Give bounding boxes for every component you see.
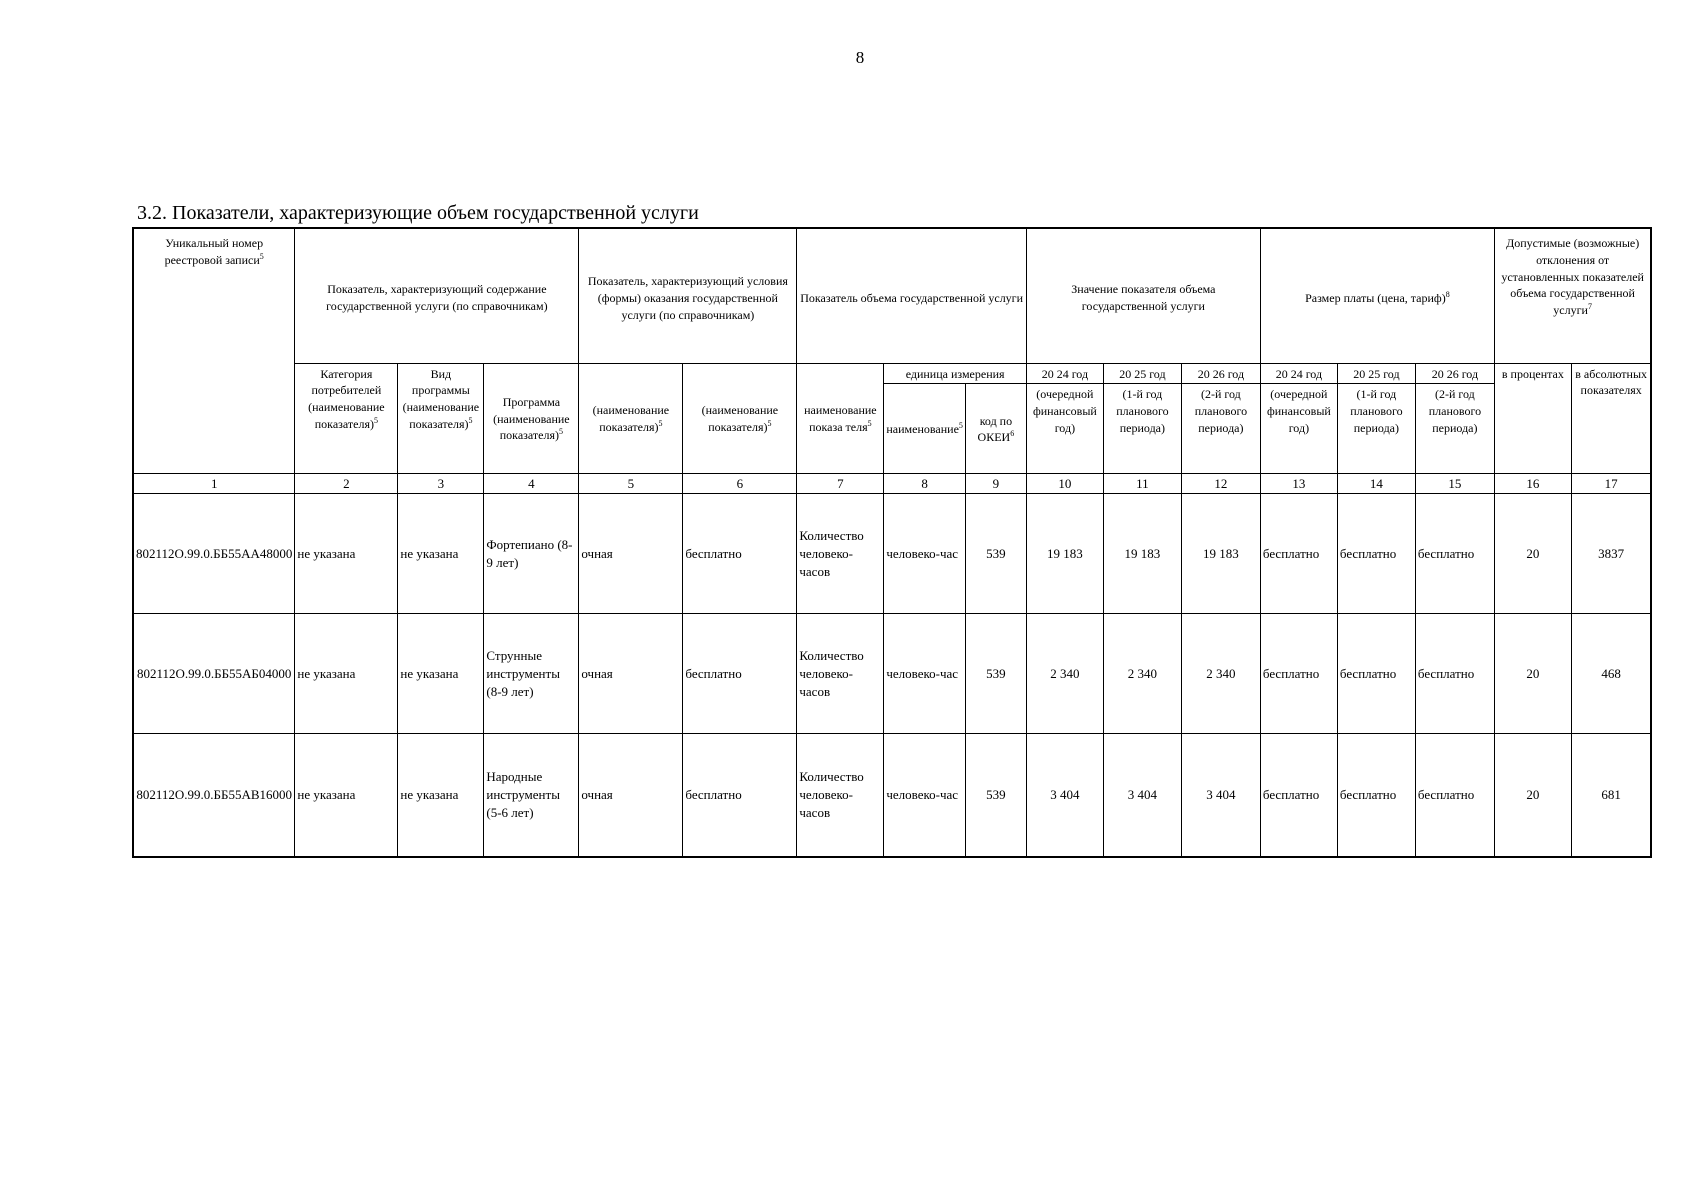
cell-fee-2024: бесплатно (1260, 494, 1337, 614)
cell-indicator: Количество человеко-часов (797, 734, 884, 857)
header-fee-year-2025: 20 25 год (1337, 363, 1415, 384)
cell-deviation-percent: 20 (1494, 734, 1571, 857)
cell-fee-2026: бесплатно (1415, 614, 1494, 734)
cell-program-type: не указана (398, 734, 484, 857)
column-number: 15 (1415, 474, 1494, 494)
column-number: 17 (1571, 474, 1651, 494)
column-number: 11 (1103, 474, 1181, 494)
column-number: 10 (1026, 474, 1103, 494)
cell-value-2026: 19 183 (1181, 494, 1260, 614)
cell-program-type: не указана (398, 614, 484, 734)
cell-okei: 539 (965, 494, 1026, 614)
cell-unit: человеко-час (884, 734, 966, 857)
column-number: 3 (398, 474, 484, 494)
header-year-2024: 20 24 год (1026, 363, 1103, 384)
cell-fee-2025: бесплатно (1337, 734, 1415, 857)
cell-deviation-absolute: 3837 (1571, 494, 1651, 614)
header-unit: единица измерения (884, 363, 1027, 384)
header-indicator-name: наименование показа теля$^5$ (797, 363, 884, 474)
cell-form: очная (579, 734, 683, 857)
header-fee-plan1: (1-й год планового периода) (1337, 384, 1415, 474)
header-value-group: Значение показателя объема государственной услуги (1026, 228, 1260, 363)
column-number: 5 (579, 474, 683, 494)
cell-deviation-percent: 20 (1494, 614, 1571, 734)
header-fee-year-2026: 20 26 год (1415, 363, 1494, 384)
cell-value-2026: 2 340 (1181, 614, 1260, 734)
header-okei: код по ОКЕИ$^6$ (965, 384, 1026, 474)
cell-deviation-absolute: 681 (1571, 734, 1651, 857)
header-row-sub (133, 363, 1651, 384)
header-deviation-group: Допустимые (возможные) отклонения от установленных показателей объема государственной услуги$^7$ (1494, 228, 1651, 363)
header-conditions-group: Показатель, характеризующий условия (формы) оказания государственной услуги (по справочникам) (579, 228, 797, 363)
cell-value-2026: 3 404 (1181, 734, 1260, 857)
cell-okei: 539 (965, 734, 1026, 857)
column-number: 9 (965, 474, 1026, 494)
volume-indicators-table-wrapper (132, 227, 1652, 858)
header-unique-number: Уникальный номер реестровой записи$^5$ (133, 228, 295, 474)
header-row-groups (133, 228, 1651, 363)
header-percent: в процентах (1494, 363, 1571, 474)
cell-payment: бесплатно (683, 494, 797, 614)
cell-registry-number: 802112О.99.0.ББ55АБ04000 (133, 614, 295, 734)
header-unit-name: наименование$^5$ (884, 384, 966, 474)
header-fee-plan2: (2-й год планового периода) (1415, 384, 1494, 474)
column-number: 4 (484, 474, 579, 494)
cell-payment: бесплатно (683, 614, 797, 734)
cell-value-2025: 2 340 (1103, 614, 1181, 734)
cell-program: Фортепиано (8-9 лет) (484, 494, 579, 614)
column-number: 13 (1260, 474, 1337, 494)
cell-value-2024: 19 183 (1026, 494, 1103, 614)
cell-form: очная (579, 614, 683, 734)
cell-value-2024: 3 404 (1026, 734, 1103, 857)
column-number: 16 (1494, 474, 1571, 494)
header-category: Категория потребителей (наименование показателя)$^5$ (295, 363, 398, 474)
column-number: 12 (1181, 474, 1260, 494)
header-condition-name-1: (наименование показателя)$^5$ (579, 363, 683, 474)
column-number: 6 (683, 474, 797, 494)
cell-category: не указана (295, 614, 398, 734)
header-fee-group: Размер платы (цена, тариф)$^8$ (1260, 228, 1494, 363)
cell-program: Струнные инструменты (8-9 лет) (484, 614, 579, 734)
cell-indicator: Количество человеко-часов (797, 614, 884, 734)
cell-form: очная (579, 494, 683, 614)
cell-value-2024: 2 340 (1026, 614, 1103, 734)
cell-deviation-absolute: 468 (1571, 614, 1651, 734)
column-number: 2 (295, 474, 398, 494)
column-number-row (133, 474, 1651, 494)
header-value-plan1: (1-й год планового периода) (1103, 384, 1181, 474)
page-number: 8 (855, 48, 865, 67)
cell-value-2025: 3 404 (1103, 734, 1181, 857)
cell-fee-2025: бесплатно (1337, 614, 1415, 734)
header-absolute: в абсолютных показателях (1571, 363, 1651, 474)
cell-deviation-percent: 20 (1494, 494, 1571, 614)
cell-payment: бесплатно (683, 734, 797, 857)
header-program-type: Вид программы (наименование показателя)$^5$ (398, 363, 484, 474)
header-program: Программа (наименование показателя)$^5$ (484, 363, 579, 474)
cell-registry-number: 802112О.99.0.ББ55АА48000 (133, 494, 295, 614)
cell-fee-2025: бесплатно (1337, 494, 1415, 614)
cell-okei: 539 (965, 614, 1026, 734)
header-fee-next-year: (очередной финансовый год) (1260, 384, 1337, 474)
table-row (133, 734, 1651, 857)
volume-indicators-table (132, 227, 1652, 858)
cell-value-2025: 19 183 (1103, 494, 1181, 614)
cell-unit: человеко-час (884, 494, 966, 614)
header-year-2026: 20 26 год (1181, 363, 1260, 384)
header-volume-group: Показатель объема государственной услуги (797, 228, 1027, 363)
cell-registry-number: 802112О.99.0.ББ55АВ16000 (133, 734, 295, 857)
cell-program-type: не указана (398, 494, 484, 614)
cell-category: не указана (295, 494, 398, 614)
header-content-group: Показатель, характеризующий содержание государственной услуги (по справочникам) (295, 228, 579, 363)
section-title: 3.2. Показатели, характеризующие объем государственной услуги (137, 202, 699, 224)
header-value-next-year: (очередной финансовый год) (1026, 384, 1103, 474)
column-number: 1 (133, 474, 295, 494)
header-condition-name-2: (наименование показателя)$^5$ (683, 363, 797, 474)
table-row (133, 614, 1651, 734)
cell-unit: человеко-час (884, 614, 966, 734)
cell-fee-2024: бесплатно (1260, 734, 1337, 857)
cell-indicator: Количество человеко-часов (797, 494, 884, 614)
column-number: 14 (1337, 474, 1415, 494)
header-year-2025: 20 25 год (1103, 363, 1181, 384)
table-row (133, 494, 1651, 614)
cell-fee-2026: бесплатно (1415, 494, 1494, 614)
column-number: 7 (797, 474, 884, 494)
cell-fee-2026: бесплатно (1415, 734, 1494, 857)
header-value-plan2: (2-й год планового периода) (1181, 384, 1260, 474)
column-number: 8 (884, 474, 966, 494)
header-fee-year-2024: 20 24 год (1260, 363, 1337, 384)
cell-fee-2024: бесплатно (1260, 614, 1337, 734)
cell-program: Народные инструменты (5-6 лет) (484, 734, 579, 857)
cell-category: не указана (295, 734, 398, 857)
